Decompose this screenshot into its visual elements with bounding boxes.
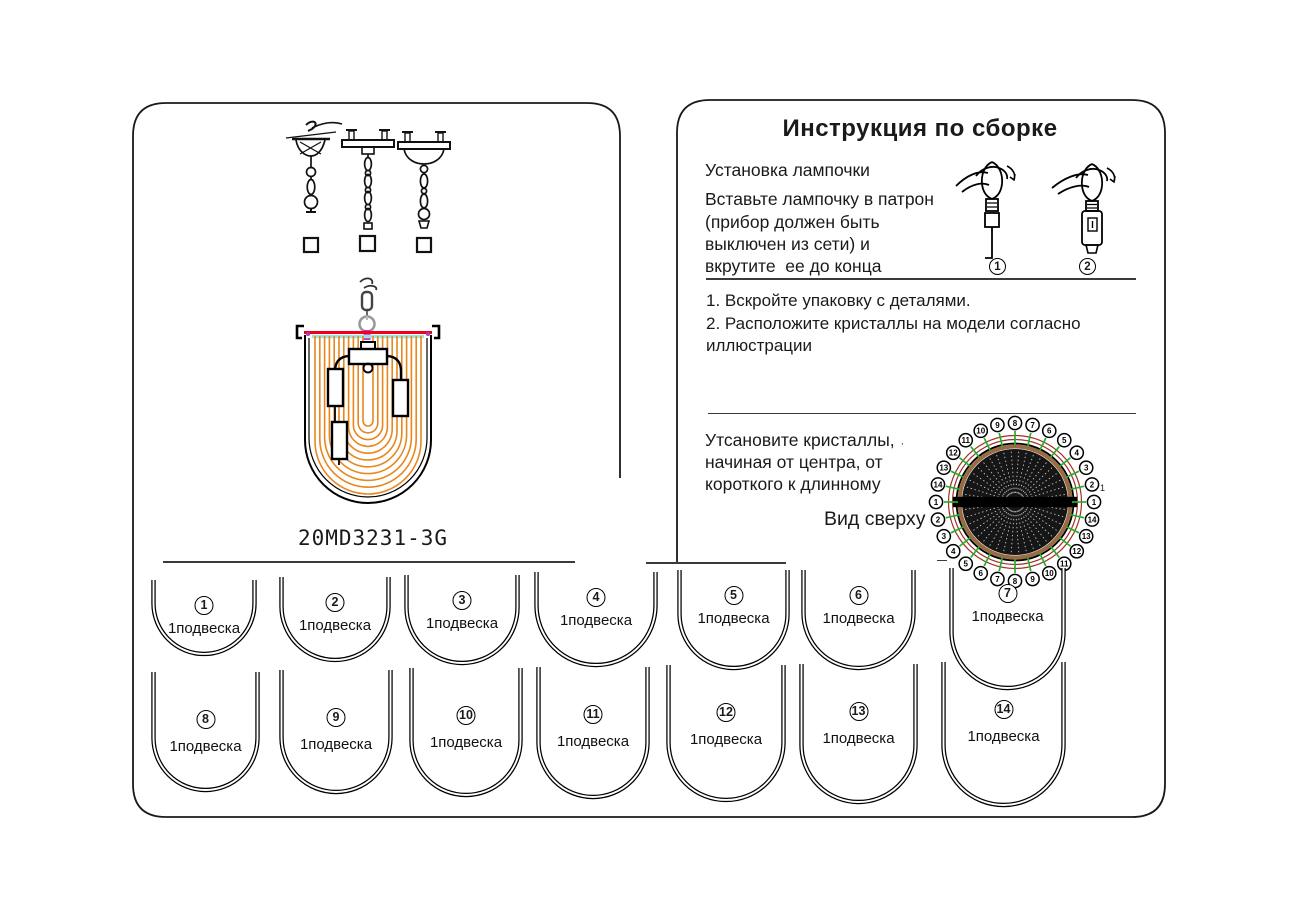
pendant-inner-stroke: [412, 668, 521, 795]
stray-comma-mark: ,: [901, 436, 904, 446]
position-badge-number: 4: [1074, 448, 1079, 458]
position-badge-number: 13: [1081, 532, 1091, 542]
pendant-number-badge: 9: [327, 708, 346, 727]
position-badge-number: 7: [1030, 420, 1035, 430]
top-view-label: Вид сверху: [824, 508, 926, 530]
position-badge-number: 10: [976, 426, 986, 436]
pendant-item: [676, 568, 791, 674]
pendant-item: [800, 568, 917, 674]
pendant-inner-stroke: [154, 580, 255, 654]
pendant-count-label: 1подвеска: [425, 615, 499, 632]
position-badge-number: 1: [933, 497, 939, 507]
pendant-count-label: 1подвеска: [822, 730, 895, 747]
pendant-item: [940, 660, 1067, 811]
unpack-line-2: 2. Расположите кристаллы на модели согласно: [706, 314, 1081, 333]
crystal-pointer-line: [1066, 527, 1079, 533]
pendant-item: [278, 575, 392, 666]
pendant-outer-stroke: [539, 667, 648, 797]
step1-badge: 1: [989, 258, 1006, 275]
position-badge-number: 14: [933, 480, 943, 490]
bulb-section-heading: Установка лампочки: [705, 160, 870, 180]
pendant-outer-stroke: [154, 580, 255, 654]
pendant-count-label: 1подвеска: [167, 620, 241, 637]
crystal-pointer-line: [984, 553, 990, 566]
pendant-item: [798, 662, 919, 808]
pendant-outer-stroke: [412, 668, 521, 795]
position-badge-number: 7: [995, 574, 1000, 584]
pendant-item: [665, 663, 787, 806]
pendant-number-badge: 10: [457, 706, 476, 725]
mount-bar-type-icon: [342, 130, 394, 251]
pendant-number-badge: 3: [453, 591, 472, 610]
pendant-inner-stroke: [539, 667, 648, 797]
instruction-title: Инструкция по сборке: [782, 115, 1058, 142]
bulb-step1-illustration: [952, 158, 1032, 270]
pendant-count-label: 1подвеска: [429, 734, 503, 751]
position-badge-number: 12: [948, 448, 958, 458]
pendant-number-badge: 8: [196, 710, 215, 729]
position-badge-number: 2: [1089, 480, 1095, 490]
diagram-separator: [646, 562, 786, 564]
mount-dome-type-icon: [398, 132, 450, 252]
hanging-chain-icon: [360, 278, 377, 331]
pendant-number-badge: 12: [717, 703, 736, 722]
pendant-count-label: 1подвеска: [556, 733, 630, 750]
crystal-pointer-line: [1040, 438, 1046, 451]
pendant-count-label: 1подвеска: [298, 617, 372, 634]
pendant-outer-stroke: [282, 670, 391, 792]
pendant-item: [533, 570, 659, 671]
pendant-outer-stroke: [154, 672, 258, 790]
crystal-pointer-line: [1066, 471, 1079, 477]
center-bar: [953, 497, 1077, 507]
pendant-count-label: 1подвеска: [967, 728, 1040, 745]
pendant-outline: [150, 670, 261, 796]
position-badge-number: 3: [941, 532, 947, 542]
crystal-pointer-line: [1040, 553, 1046, 566]
install-line-1: Утсановите кристаллы,: [705, 430, 895, 450]
left-panel-separator: [163, 561, 575, 563]
pendant-number-badge: 7: [998, 584, 1017, 603]
pendant-item: [278, 668, 394, 798]
pendant-count-label: 1подвеска: [169, 738, 242, 755]
position-badge-number: 14: [1087, 515, 1097, 525]
position-badge-number: 9: [995, 420, 1000, 430]
pendant-number-badge: 13: [849, 702, 868, 721]
position-badge-number: 9: [1030, 574, 1035, 584]
pendant-number-badge: 4: [587, 588, 606, 607]
frame-red-bar: [304, 331, 432, 334]
pendant-count-label: 1подвеска: [299, 736, 373, 753]
step2-badge: 2: [1079, 258, 1096, 275]
chandelier-drawing: [288, 272, 458, 512]
unpack-line-3: иллюстрации: [706, 336, 813, 355]
position-badge-number: 6: [978, 569, 983, 579]
right-separator-1: [706, 278, 1136, 280]
position-badge-number: 12: [1072, 547, 1082, 557]
mount-hook-type-icon: [286, 122, 342, 252]
model-number: 20MD3231-3G: [297, 526, 449, 550]
install-line-3: короткого к длинному: [705, 474, 881, 494]
pendant-item: [403, 573, 521, 669]
position-badge-number: 11: [961, 436, 970, 446]
position-badge-number: 5: [963, 559, 968, 569]
frame-end-dot-right: [426, 332, 430, 336]
pendant-item: [150, 670, 261, 796]
pendant-outline: [278, 668, 394, 798]
position-badge-number: 5: [1062, 436, 1067, 446]
unpack-line-1: 1. Вскройте упаковку с деталями.: [706, 291, 971, 310]
pendant-item: [535, 665, 651, 803]
pendant-count-label: 1подвеска: [971, 608, 1044, 625]
pendant-count-label: 1подвеска: [822, 610, 895, 627]
position-badge-number: 3: [1083, 463, 1089, 473]
crystal-pointer-line: [951, 471, 964, 477]
pendant-item: [408, 666, 524, 801]
position-badge-number: 11: [1060, 559, 1069, 569]
position-badge-number: 1: [1091, 497, 1097, 507]
bulb-body-line-1: Вставьте лампочку в патрон: [705, 189, 934, 209]
position-badge-number: 13: [939, 463, 949, 473]
position-badge-number: 6: [1047, 426, 1052, 436]
pendant-count-label: 1подвеска: [689, 731, 763, 748]
bulb-step2-illustration: [1046, 158, 1136, 270]
stray-one-mark: 1: [1100, 483, 1106, 493]
bulb-body-line-3: выключен из сети) и: [705, 234, 870, 254]
bulb-body-line-2: (прибор должен быть: [705, 212, 880, 232]
position-badge-number: 10: [1044, 569, 1054, 579]
pendant-number-badge: 6: [849, 586, 868, 605]
pendant-number-badge: 5: [724, 586, 743, 605]
pendant-count-label: 1подвеска: [559, 612, 633, 629]
top-view-diagram: [925, 412, 1105, 592]
pendant-number-badge: 2: [326, 593, 345, 612]
pendant-number-badge: 11: [584, 705, 603, 724]
pendant-outline: [150, 578, 258, 660]
position-badge-number: 2: [935, 515, 941, 525]
bulb-body-line-4: вкрутите ее до конца: [705, 256, 882, 276]
install-line-2: начиная от центра, от: [705, 452, 883, 472]
pendant-count-label: 1подвеска: [697, 610, 770, 627]
ceiling-mount-drawings: [278, 115, 453, 265]
crystal-pointer-line: [951, 527, 964, 533]
position-badge-number: 8: [1012, 418, 1018, 428]
pendant-number-badge: 1: [195, 596, 214, 615]
position-badge-number: 8: [1012, 576, 1018, 586]
pendant-item: [150, 578, 258, 660]
pendant-number-badge: 14: [994, 700, 1013, 719]
position-badge-number: 4: [951, 547, 956, 557]
frame-end-dot-left: [306, 332, 310, 336]
crystal-pointer-line: [984, 438, 990, 451]
